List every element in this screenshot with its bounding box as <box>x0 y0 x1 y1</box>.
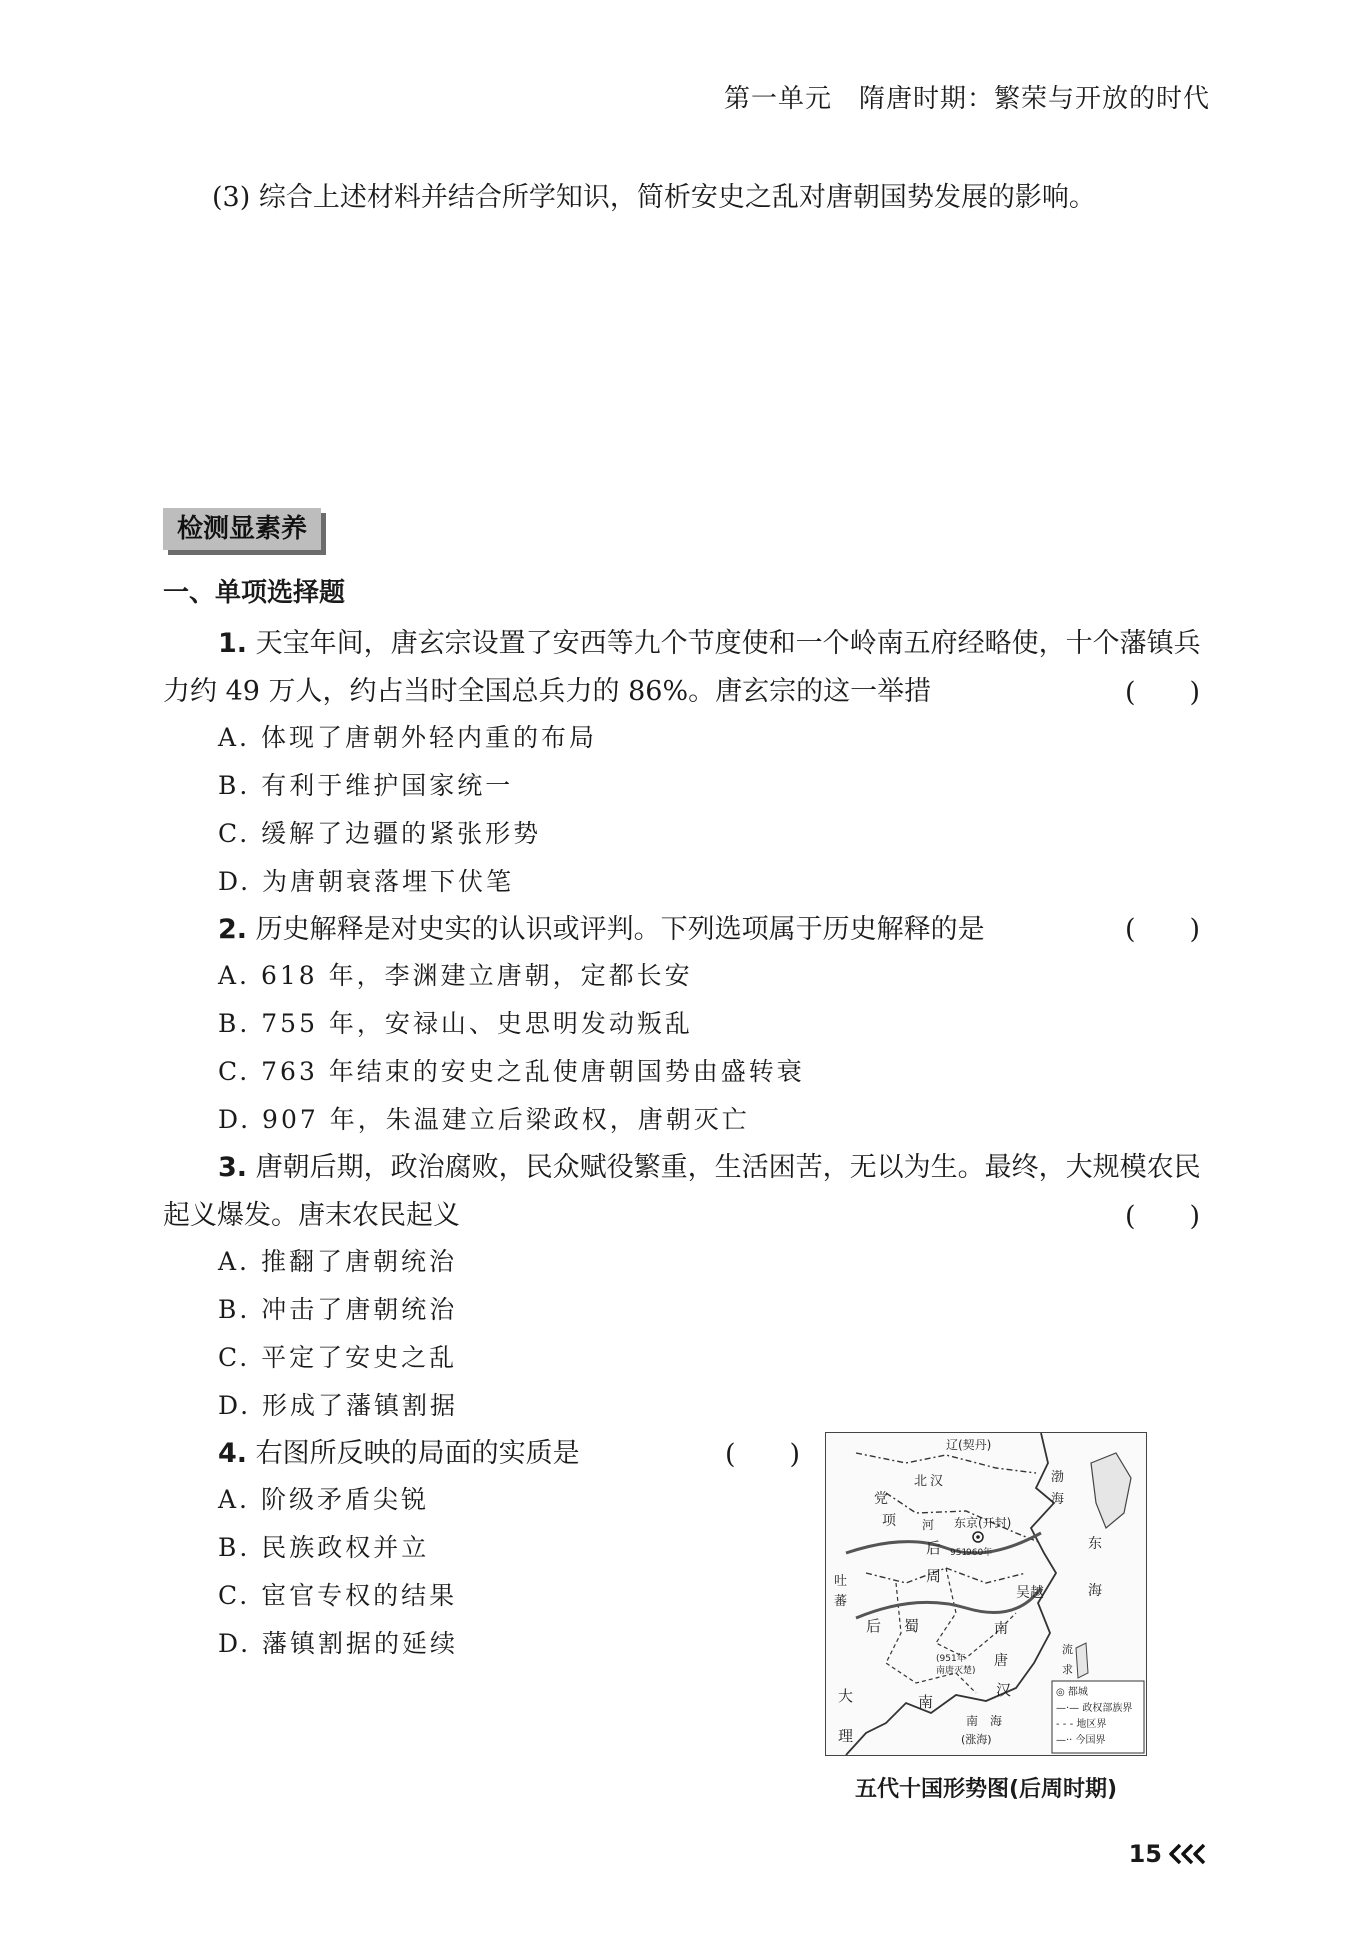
question-1-option-a[interactable]: A. 体现了唐朝外轻内重的布局 <box>218 723 597 752</box>
label-hou-2: 后 <box>866 1617 882 1635</box>
question-4-text: 右图所反映的局面的实质是 <box>255 1438 580 1469</box>
question-4-answer-paren[interactable]: ( ) <box>725 1439 801 1470</box>
previous-question-part-3: (3) 综合上述材料并结合所学知识，简析安史之乱对唐朝国势发展的影响。 <box>212 182 1096 213</box>
label-tubo-bo: 蕃 <box>834 1594 848 1609</box>
question-3-number: 3. <box>218 1152 248 1183</box>
label-dali-da: 大 <box>838 1687 854 1705</box>
map-caption: 五代十国形势图(后周时期) <box>854 1777 1118 1802</box>
label-wuyue: 吴越 <box>1016 1585 1044 1601</box>
question-2-stem <box>163 906 1208 954</box>
question-2-option-c[interactable]: C. 763 年结束的安史之乱使唐朝国势由盛转衰 <box>218 1057 805 1086</box>
label-nanhan-han: 汉 <box>996 1681 1012 1699</box>
question-3-option-a[interactable]: A. 推翻了唐朝统治 <box>218 1247 457 1276</box>
question-1-number: 1. <box>218 628 248 659</box>
boundary-southwest <box>886 1583 976 1693</box>
legend-region-border: - - - 地区界 <box>1056 1719 1107 1730</box>
label-nan: 南 <box>994 1621 1008 1637</box>
label-tang: 唐 <box>994 1653 1008 1669</box>
yellow-river <box>846 1533 1041 1553</box>
question-2-option-d[interactable]: D. 907 年，朱温建立后梁政权，唐朝灭亡 <box>218 1105 750 1134</box>
question-3-stem <box>163 1144 1208 1240</box>
label-nantang-note-1: (951年 <box>936 1654 966 1664</box>
label-dali-li: 理 <box>838 1727 854 1745</box>
question-4-option-d[interactable]: D. 藩镇割据的延续 <box>218 1629 459 1658</box>
page-number-block <box>1129 1840 1208 1868</box>
five-dynasties-map <box>825 1432 1147 1756</box>
question-4-option-a[interactable]: A. 阶级矛盾尖锐 <box>218 1485 429 1514</box>
label-east-sea-hai: 海 <box>1088 1583 1102 1599</box>
legend-capital: ◎ 都城 <box>1056 1687 1088 1698</box>
capital-marker-dot <box>976 1535 980 1539</box>
question-1-stem <box>163 620 1208 716</box>
label-dongjing: 东京(开封) <box>954 1516 1012 1530</box>
legend-regime-border: —·— 政权部族界 <box>1056 1703 1133 1714</box>
boundary-north <box>856 1453 1036 1473</box>
question-4-option-c[interactable]: C. 宦官专权的结果 <box>218 1581 458 1610</box>
label-year-951: 951 <box>950 1548 968 1558</box>
taiwan-shape <box>1076 1643 1088 1678</box>
question-3-option-d[interactable]: D. 形成了藩镇割据 <box>218 1391 459 1420</box>
question-1-option-b[interactable]: B. 有利于维护国家统一 <box>218 771 514 800</box>
page-number: 15 <box>1128 1840 1162 1868</box>
question-4-option-b[interactable]: B. 民族政权并立 <box>218 1533 430 1562</box>
label-zhanghai: (涨海) <box>961 1733 992 1746</box>
label-shu: 蜀 <box>904 1617 920 1635</box>
question-2-text: 历史解释是对史实的认识或评判。下列选项属于历史解释的是 <box>255 914 985 945</box>
label-bohai-bo: 渤 <box>1051 1470 1065 1485</box>
peninsula-shape <box>1091 1453 1131 1528</box>
label-east-sea-dong: 东 <box>1088 1536 1102 1552</box>
question-1-answer-paren[interactable]: ( ) <box>1125 677 1201 708</box>
question-4-number: 4. <box>218 1438 248 1469</box>
label-tubo-tu: 吐 <box>834 1574 848 1589</box>
question-2-option-a[interactable]: A. 618 年，李渊建立唐朝，定都长安 <box>218 961 693 990</box>
label-south-sea: 南 海 <box>966 1714 1003 1728</box>
unit-header-title: 第一单元 隋唐时期：繁荣与开放的时代 <box>723 84 1210 114</box>
question-4-stem <box>163 1430 723 1478</box>
section-tag: 检测显素养 <box>163 508 321 550</box>
yangtze-river <box>856 1588 1041 1618</box>
label-hou-1: 后 <box>926 1539 942 1557</box>
question-3-text: 唐朝后期，政治腐败，民众赋役繁重，生活困苦，无以为生。最终，大规模农民起义爆发。唐末农民起义 <box>163 1152 1201 1231</box>
question-3-answer-paren[interactable]: ( ) <box>1125 1201 1201 1232</box>
question-1-option-c[interactable]: C. 缓解了边疆的紧张形势 <box>218 819 542 848</box>
question-3-option-b[interactable]: B. 冲击了唐朝统治 <box>218 1295 458 1324</box>
label-nanhan-nan: 南 <box>918 1693 934 1711</box>
question-2-answer-paren[interactable]: ( ) <box>1125 914 1201 945</box>
label-liuqiu-liu: 流 <box>1062 1643 1073 1656</box>
label-dang: 党 <box>874 1491 888 1507</box>
part-title: 一、单项选择题 <box>163 578 346 608</box>
label-year-960: 960年 <box>966 1548 993 1558</box>
label-nantang-note-2: 南唐灭楚) <box>936 1666 976 1676</box>
question-1-text: 天宝年间，唐玄宗设置了安西等九个节度使和一个岭南五府经略使，十个藩镇兵力约 49 万人，约占当时全国总兵力的 86%。唐玄宗的这一举措 <box>163 628 1201 707</box>
label-he: 河 <box>922 1518 935 1532</box>
question-1-option-d[interactable]: D. 为唐朝衰落埋下伏笔 <box>218 867 515 896</box>
label-liuqiu-qiu: 求 <box>1062 1663 1073 1676</box>
legend-modern-border: —·· 今国界 <box>1056 1735 1106 1746</box>
label-zhou: 周 <box>926 1567 942 1585</box>
question-2-number: 2. <box>218 914 248 945</box>
triple-chevron-left-icon <box>1168 1843 1208 1865</box>
question-3-option-c[interactable]: C. 平定了安史之乱 <box>218 1343 458 1372</box>
label-han: 汉 <box>930 1474 944 1489</box>
map-drawing <box>826 1433 1146 1755</box>
label-bei: 北 <box>914 1474 928 1489</box>
label-liao: 辽(契丹) <box>946 1438 992 1452</box>
label-xiang: 项 <box>882 1513 896 1529</box>
question-2-option-b[interactable]: B. 755 年，安禄山、史思明发动叛乱 <box>218 1009 693 1038</box>
label-bohai-hai: 海 <box>1051 1492 1065 1507</box>
map-legend <box>1052 1681 1144 1753</box>
